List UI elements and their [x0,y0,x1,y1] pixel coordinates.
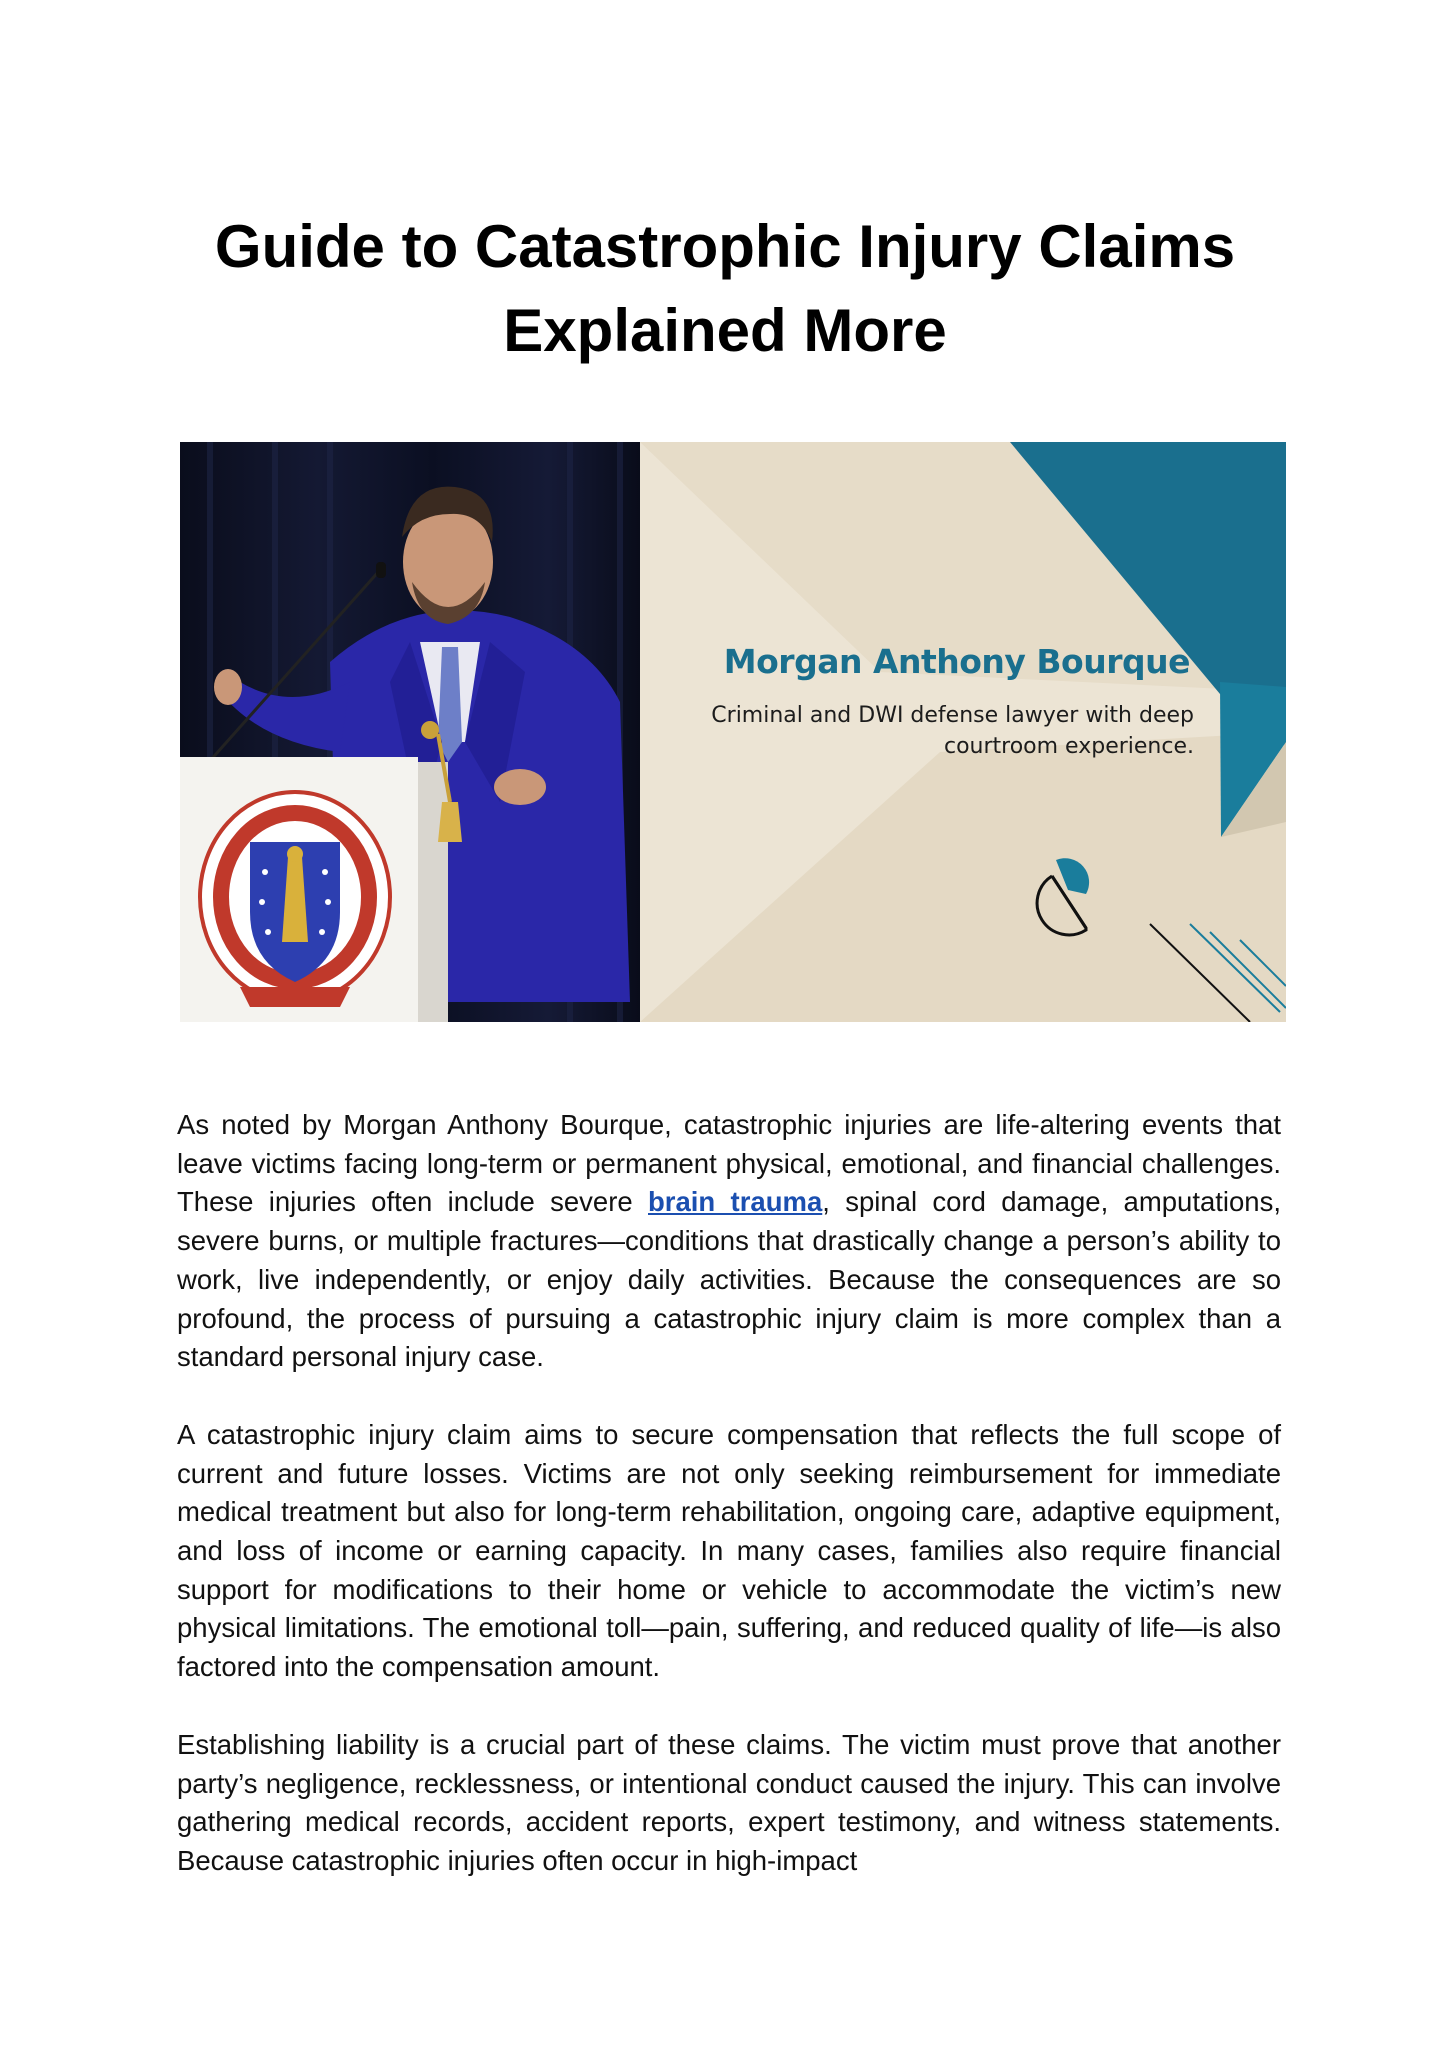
paragraph-1-text-end: , spinal cord damage, amputations, severe burns, or multiple fractures—conditions that drastically change a person’s ability to work, live independently, or enjoy daily activities. Because the consequences are so profound, the process of pursuing a catastrophic injury claim is more complex than a standard personal injury case. [177,1186,1281,1373]
article-body [177,1106,1281,1920]
paragraph-1-text-start: As noted by Morgan Anthony Bourque, catastrophic injuries are life-altering events that leave victims facing long-term or permanent physical, emotional, and financial challenges. These injuries often include severe [177,1109,1281,1218]
banner-name: Morgan Anthony Bourque [723,642,1190,681]
association-seal-icon [200,792,390,1007]
brain-trauma-link[interactable]: brain trauma [648,1186,823,1218]
page-title-line-1: Guide to Catastrophic Injury Claims [214,213,1236,280]
banner-tagline: Criminal and DWI defense lawyer with deep courtroom experience. [711,703,1194,759]
page-title [0,205,1450,373]
speaker-photo [180,442,640,1022]
paragraph-1 [177,1106,1281,1377]
paragraph-2: A catastrophic injury claim aims to secure compensation that reflects the full scope of current and future losses. Victims are not only seeking reimbursement for immediate medical treatment but also for long-term rehabilitation, ongoing care, adaptive equipment, and loss of income or earning capacity. In many cases, families also require financial support for modifications to their home or vehicle to accommodate the victim’s new physical limitations. The emotional toll—pain, suffering, and reduced quality of life—is also factored into the compensation amount. [177,1418,1281,1683]
paragraph-3: Establishing liability is a crucial part of these claims. The victim must prove that another party’s negligence, recklessness, or intentional conduct caused the injury. This can involve gathering medical records, accident reports, expert testimony, and witness statements. Because catastrophic injuries often occur in high-impact [177,1728,1281,1876]
hero-banner [180,442,1286,1022]
page-title-line-2: Explained More [503,297,947,364]
